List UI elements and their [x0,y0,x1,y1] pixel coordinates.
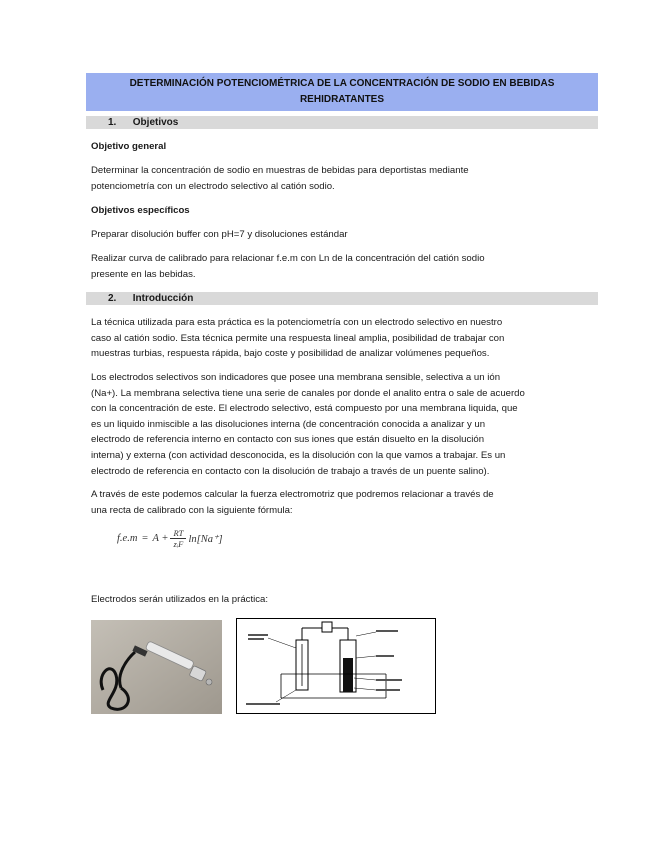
fem-formula [117,528,223,549]
objetivo-general-heading: Objetivo general [91,141,167,152]
objetivo-general-paragraph [91,163,565,194]
text-line: Los electrodos selectivos son indicadores que posee una membrana sensible, selectiva a un ión [91,372,501,383]
text-line: caso al catión sodio. Esta técnica permite una respuesta lineal amplia, posibilidad de trabajar con [91,332,505,344]
text-line: con la concentración de este. El electrodo selectivo, está compuesto por una membrana liquida, que [91,403,518,415]
intro-paragraph-2 [91,370,565,479]
section-label: Introducción [132,293,194,304]
text-line: potenciometría con un electrodo selectivo al catión sodio. [91,180,335,192]
title-line-1: DETERMINACIÓN POTENCIOMÉTRICA DE LA CONCENTRACIÓN DE SODIO EN BEBIDAS [129,78,555,89]
text-line: muestras turbias, respuesta rápida, bajo coste y posibilidad de analizar volúmenes pequeños. [91,348,490,360]
text-line: una recta de calibrado con la siguiente fórmula: [91,504,293,516]
document-title [86,73,598,111]
text-line: presente en las bebidas. [91,268,196,280]
formula-fraction [170,528,186,549]
text-line: (Na+). La membrana selectiva tiene una serie de canales por donde el analito entra o sale de acuerdo [91,387,525,399]
text-line: Determinar la concentración de sodio en muestras de bebidas para deportistas mediante [91,165,469,176]
section-number: 1. [108,117,117,128]
objetivo-especifico-1: Preparar disolución buffer con pH=7 y disoluciones estándar [91,229,348,240]
text-line: electrodo de referencia en contacto con la disolución de trabajo a través de un puente salino). [91,465,490,477]
section-heading-introduccion [86,292,598,305]
text-line: es un liquido inmiscible a las disoluciones interna (de concentración conocida a analizar y un [91,418,486,430]
formula-log-term: ln[Na⁺] [188,533,223,545]
intro-paragraph-3 [91,487,565,518]
fraction-numerator: RT [173,528,184,538]
electrode-photo [91,620,222,714]
objetivo-especifico-2 [91,251,565,282]
section-label: Objetivos [132,117,179,128]
objetivos-especificos-heading: Objetivos específicos [91,205,190,216]
text-line: Realizar curva de calibrado para relacionar f.e.m con Ln de la concentración del catión sodio [91,253,485,264]
formula-lhs: f.e.m [117,533,138,544]
electrode-diagram [236,618,436,714]
formula-constant: A + [152,533,169,544]
electrodos-caption: Electrodos serán utilizados en la práctica: [91,594,269,605]
text-line: electrodo de referencia interno en contacto con sus iones que están disuelto en la disolución [91,434,485,446]
section-heading-objetivos [86,116,598,129]
fraction-denominator: zᵢF [173,539,184,549]
text-line: A través de este podemos calcular la fuerza electromotriz que podremos relacionar a través de [91,489,494,500]
section-number: 2. [108,293,117,304]
intro-paragraph-1 [91,315,565,362]
text-line: interna) y externa (con actividad desconocida, es la disolución con la que vamos a trabajar. Es un [91,449,506,461]
formula-equals: = [141,533,149,544]
title-line-2: REHIDRATANTES [299,94,385,105]
text-line: La técnica utilizada para esta práctica es la potenciometría con un electrodo selectivo en nuestro [91,317,503,328]
